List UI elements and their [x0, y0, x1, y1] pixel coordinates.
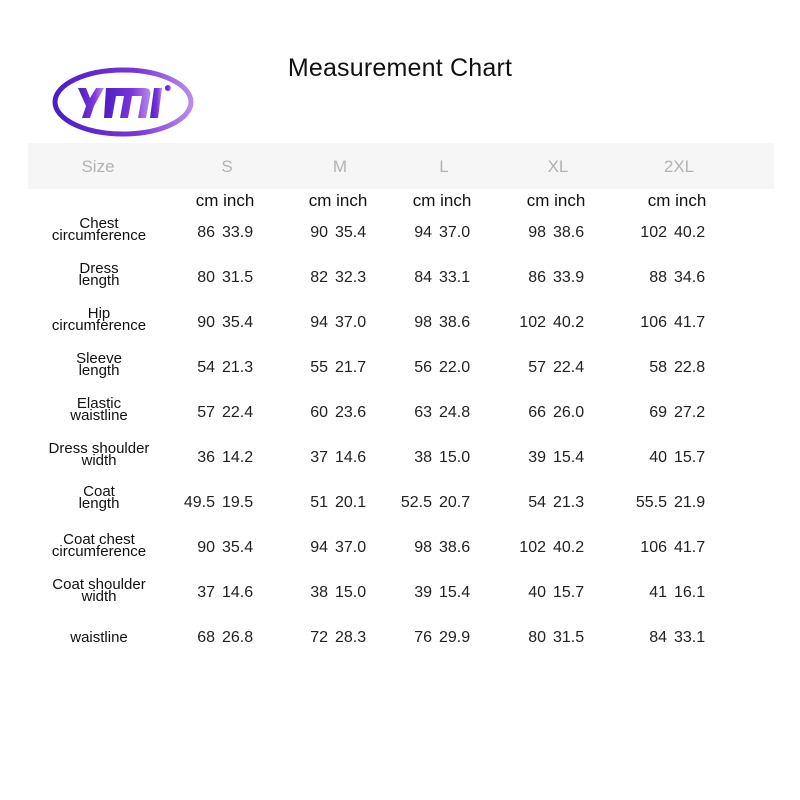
- cm-value: 51: [310, 494, 328, 511]
- cm-value: 58: [649, 359, 667, 376]
- cm-value: 90: [310, 224, 328, 241]
- inch-value: 21.3: [222, 359, 254, 376]
- inch-value: 22.4: [553, 359, 585, 376]
- inch-value: 40.2: [674, 224, 706, 241]
- cm-value: 60: [310, 404, 328, 421]
- inch-value: 40.2: [553, 539, 585, 556]
- cm-value: 40: [649, 449, 667, 466]
- row-label-line: circumference: [51, 227, 147, 244]
- inch-value: 15.4: [439, 584, 471, 601]
- cm-value: 54: [528, 494, 546, 511]
- inch-value: 33.9: [553, 269, 585, 286]
- row-label-line: waistline: [70, 407, 128, 424]
- cm-value: 94: [414, 224, 432, 241]
- cm-value: 39: [528, 449, 546, 466]
- row-label-line: Dress: [79, 260, 119, 277]
- inch-value: 31.5: [222, 269, 254, 286]
- cm-value: 86: [528, 269, 546, 286]
- inch-value: 23.6: [335, 404, 367, 421]
- row-label: [24, 395, 174, 424]
- cm-value: 84: [649, 629, 667, 646]
- cm-value: 84: [414, 269, 432, 286]
- row-label: [24, 440, 174, 469]
- inch-value: 31.5: [553, 629, 585, 646]
- inch-value: 33.1: [439, 269, 471, 286]
- size-header-2xl: 2XL: [663, 157, 695, 176]
- inch-value: 14.6: [335, 449, 367, 466]
- cm-value: 102: [640, 224, 667, 241]
- size-header-l: L: [439, 157, 449, 176]
- inch-value: 40.2: [553, 314, 585, 331]
- inch-value: 22.0: [439, 359, 471, 376]
- size-header-m: M: [332, 157, 348, 176]
- cm-value: 66: [528, 404, 546, 421]
- cm-value: 49.5: [183, 494, 215, 511]
- cm-value: 57: [528, 359, 546, 376]
- cm-value: 63: [414, 404, 432, 421]
- cm-value: 38: [414, 449, 432, 466]
- inch-value: 20.1: [335, 494, 367, 511]
- row-label-line: Dress shoulder: [48, 440, 150, 457]
- row-label: [24, 350, 174, 379]
- cm-value: 88: [649, 269, 667, 286]
- inch-value: 35.4: [222, 314, 254, 331]
- inch-value: 38.6: [439, 314, 471, 331]
- cm-value: 80: [197, 269, 215, 286]
- inch-value: 26.8: [222, 629, 254, 646]
- row-label-line: length: [78, 272, 120, 289]
- cm-value: 36: [197, 449, 215, 466]
- inch-value: 35.4: [222, 539, 254, 556]
- cm-value: 37: [197, 584, 215, 601]
- size-header: Size: [81, 157, 115, 176]
- cm-value: 102: [519, 539, 546, 556]
- unit-header-l: cm inch: [412, 191, 472, 210]
- inch-value: 41.7: [674, 314, 706, 331]
- cm-value: 94: [310, 539, 328, 556]
- inch-value: 15.7: [553, 584, 585, 601]
- row-label-line: circumference: [51, 317, 147, 334]
- row-label-line: width: [81, 588, 117, 605]
- unit-header-s: cm inch: [195, 191, 255, 210]
- row-label: [24, 260, 174, 289]
- row-label-line: circumference: [51, 543, 147, 560]
- inch-value: 21.9: [674, 494, 706, 511]
- size-header-xl: XL: [547, 157, 569, 176]
- row-label-line: width: [81, 452, 117, 469]
- cm-value: 69: [649, 404, 667, 421]
- inch-value: 22.8: [674, 359, 706, 376]
- inch-value: 14.6: [222, 584, 254, 601]
- cm-value: 94: [310, 314, 328, 331]
- row-label-line: Coat chest: [63, 531, 135, 548]
- cm-value: 106: [640, 539, 667, 556]
- brand-logo: [50, 66, 196, 138]
- row-label-line: Chest: [79, 215, 119, 232]
- cm-value: 76: [414, 629, 432, 646]
- cm-value: 54: [197, 359, 215, 376]
- inch-value: 38.6: [439, 539, 471, 556]
- row-label: [24, 483, 174, 512]
- row-label: [24, 215, 174, 244]
- unit-header-m: cm inch: [308, 191, 368, 210]
- row-label-line: length: [78, 362, 120, 379]
- inch-value: 16.1: [674, 584, 706, 601]
- cm-value: 98: [414, 539, 432, 556]
- row-label-line: length: [78, 495, 120, 512]
- inch-value: 35.4: [335, 224, 367, 241]
- inch-value: 33.9: [222, 224, 254, 241]
- cm-value: 38: [310, 584, 328, 601]
- unit-header-xl: cm inch: [526, 191, 586, 210]
- row-label: [24, 305, 174, 334]
- inch-value: 20.7: [439, 494, 471, 511]
- cm-value: 98: [414, 314, 432, 331]
- cm-value: 86: [197, 224, 215, 241]
- inch-value: 21.7: [335, 359, 367, 376]
- inch-value: 37.0: [335, 539, 367, 556]
- inch-value: 26.0: [553, 404, 585, 421]
- row-label-line: waistline: [70, 629, 128, 646]
- row-label-line: Coat shoulder: [52, 576, 146, 593]
- cm-value: 98: [528, 224, 546, 241]
- inch-value: 33.1: [674, 629, 706, 646]
- row-label-line: Hip: [87, 305, 111, 322]
- inch-value: 34.6: [674, 269, 706, 286]
- inch-value: 27.2: [674, 404, 706, 421]
- row-label: [24, 629, 174, 646]
- inch-value: 14.2: [222, 449, 254, 466]
- inch-value: 41.7: [674, 539, 706, 556]
- row-label-line: Elastic: [76, 395, 122, 412]
- inch-value: 24.8: [439, 404, 471, 421]
- inch-value: 28.3: [335, 629, 367, 646]
- row-label-line: Sleeve: [76, 350, 122, 367]
- cm-value: 82: [310, 269, 328, 286]
- inch-value: 19.5: [222, 494, 254, 511]
- cm-value: 106: [640, 314, 667, 331]
- inch-value: 29.9: [439, 629, 471, 646]
- inch-value: 37.0: [335, 314, 367, 331]
- row-label-line: Coat: [83, 483, 115, 500]
- cm-value: 56: [414, 359, 432, 376]
- cm-value: 57: [197, 404, 215, 421]
- cm-value: 52.5: [400, 494, 432, 511]
- row-label: [24, 531, 174, 560]
- cm-value: 90: [197, 314, 215, 331]
- cm-value: 39: [414, 584, 432, 601]
- unit-header-2xl: cm inch: [647, 191, 707, 210]
- cm-value: 55.5: [635, 494, 667, 511]
- size-header-s: S: [221, 157, 233, 176]
- inch-value: 21.3: [553, 494, 585, 511]
- inch-value: 15.0: [335, 584, 367, 601]
- cm-value: 55: [310, 359, 328, 376]
- inch-value: 37.0: [439, 224, 471, 241]
- inch-value: 38.6: [553, 224, 585, 241]
- cm-value: 40: [528, 584, 546, 601]
- cm-value: 72: [310, 629, 328, 646]
- cm-value: 68: [197, 629, 215, 646]
- inch-value: 32.3: [335, 269, 367, 286]
- row-label: [24, 576, 174, 605]
- cm-value: 80: [528, 629, 546, 646]
- cm-value: 90: [197, 539, 215, 556]
- cm-value: 102: [519, 314, 546, 331]
- inch-value: 22.4: [222, 404, 254, 421]
- cm-value: 37: [310, 449, 328, 466]
- inch-value: 15.0: [439, 449, 471, 466]
- inch-value: 15.7: [674, 449, 706, 466]
- page-title: Measurement Chart: [287, 54, 513, 82]
- inch-value: 15.4: [553, 449, 585, 466]
- cm-value: 41: [649, 584, 667, 601]
